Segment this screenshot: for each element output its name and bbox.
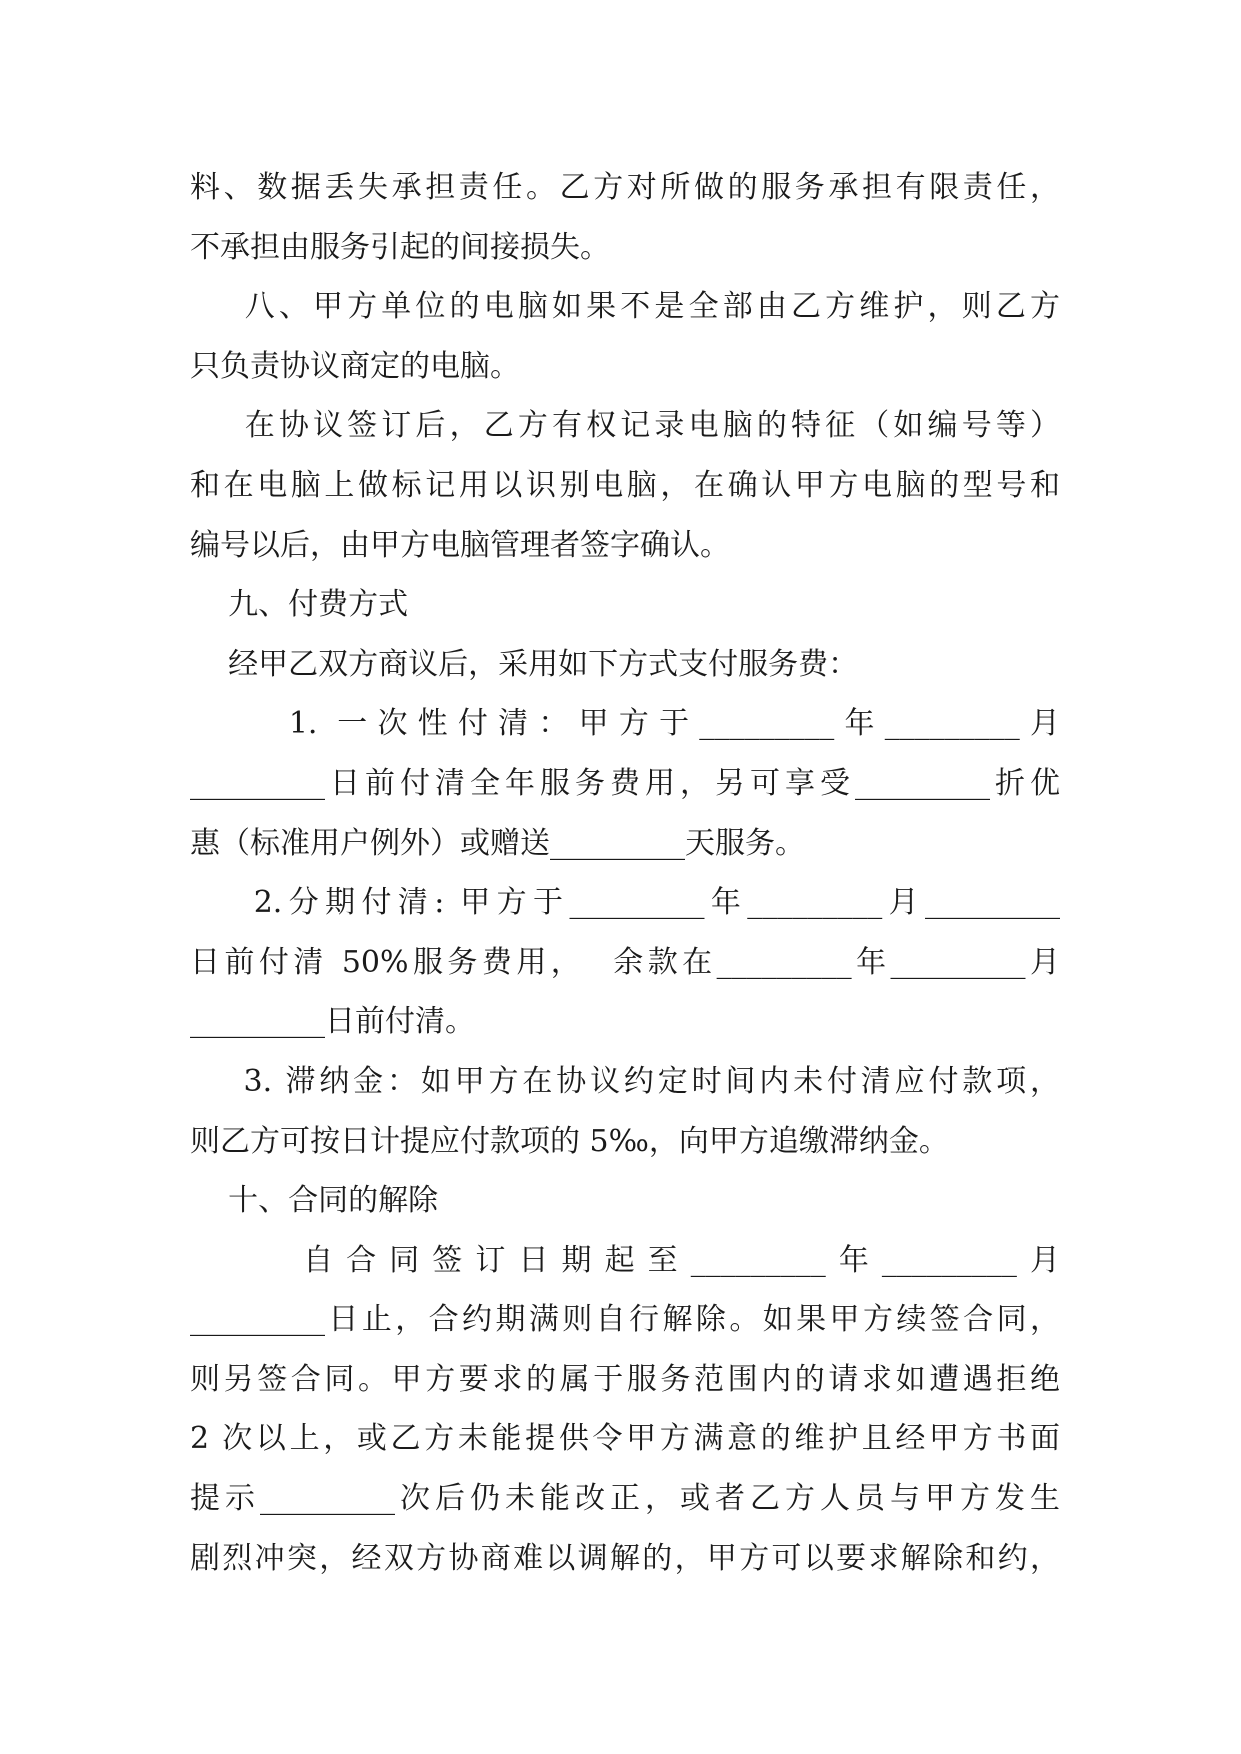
text-line: _________日前付清。	[190, 1004, 475, 1040]
text-line: 经甲乙双方商议后，采用如下方式支付服务费：	[190, 646, 859, 682]
text-line: 只负责协议商定的电脑。	[190, 348, 520, 384]
text-line: 不承担由服务引起的间接损失。	[190, 229, 610, 265]
text-line: _________日前付清全年服务费用，另可享受_________折优	[190, 765, 1060, 801]
document-body	[190, 158, 1060, 1588]
text-line: 编号以后，由甲方电脑管理者签字确认。	[190, 527, 730, 563]
text-line: 九、付费方式	[190, 587, 409, 623]
text-line: 十、合同的解除	[190, 1183, 439, 1219]
text-line: 惠（标准用户例外）或赠送_________天服务。	[190, 825, 805, 861]
text-line: 剧烈冲突，经双方协商难以调解的，甲方可以要求解除和约，	[190, 1540, 1060, 1576]
text-line: 2.分期付清: 甲方于_________年_________月_________	[190, 885, 1060, 921]
text-line: 则乙方可按日计提应付款项的 5‰，向甲方追缴滞纳金。	[190, 1123, 949, 1159]
text-line: 2 次以上，或乙方未能提供令甲方满意的维护且经甲方书面	[190, 1421, 1060, 1457]
text-line: 则另签合同。甲方要求的属于服务范围内的请求如遭遇拒绝	[190, 1361, 1060, 1397]
text-line: 自合同签订日期起至_________年_________月	[190, 1242, 1060, 1278]
text-line: _________日止，合约期满则自行解除。如果甲方续签合同，	[190, 1302, 1060, 1338]
text-line: 在协议签订后，乙方有权记录电脑的特征（如编号等）	[190, 408, 1060, 444]
text-line: 料、数据丢失承担责任。乙方对所做的服务承担有限责任，	[190, 170, 1060, 205]
text-line: 3. 滞纳金：如甲方在协议约定时间内未付清应付款项，	[190, 1063, 1060, 1099]
text-line: 和在电脑上做标记用以识别电脑，在确认甲方电脑的型号和	[190, 467, 1060, 503]
text-line: 1. 一次性付清：甲方于_________年_________月	[190, 706, 1060, 742]
text-line: 八、甲方单位的电脑如果不是全部由乙方维护，则乙方	[190, 289, 1060, 325]
text-line: 提示_________次后仍未能改正，或者乙方人员与甲方发生	[190, 1481, 1060, 1517]
text-line: 日前付清 50%服务费用， 余款在_________年_________月	[190, 944, 1060, 980]
